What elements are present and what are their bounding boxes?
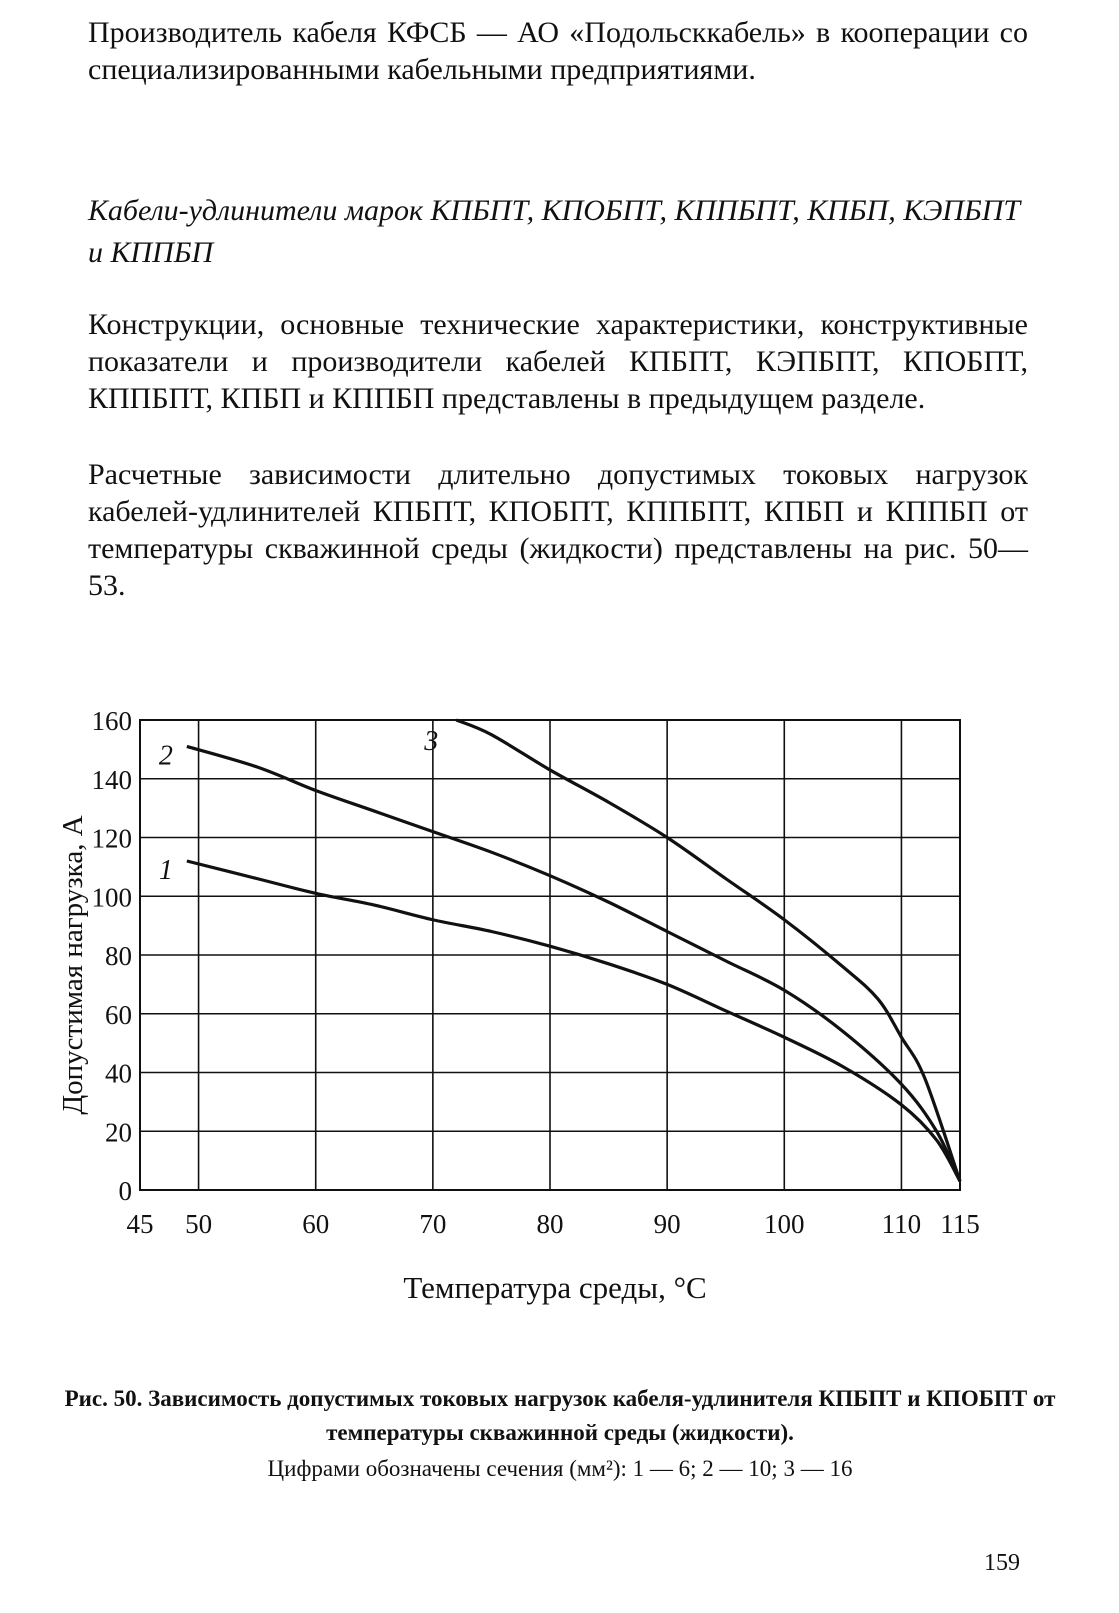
figure-caption-note: Цифрами обозначены сечения (мм²): 1 — 6; 2 — 10; 3 — 16: [267, 1456, 853, 1481]
y-tick-label: 140: [91, 764, 132, 795]
series-1-line: [187, 861, 960, 1181]
x-tick-label: 115: [940, 1209, 980, 1239]
y-tick-label: 120: [91, 823, 132, 854]
y-tick-label: 20: [105, 1117, 132, 1148]
paragraph-calculations: Расчетные зависимости длительно допустимых токовых нагрузок кабелей-удлинителей КПБПТ, КПОБПТ, КППБПТ, КПБП и КППБП от температуры скважинной среды (жидкости) представлены на рис. 50—53.: [88, 458, 1028, 602]
series-1-label: 1: [158, 855, 173, 886]
x-tick-label: 70: [419, 1209, 447, 1239]
series-2-line: [187, 746, 960, 1181]
figure-caption: Рис. 50. Зависимость допустимых токовых нагрузок кабеля-удлинителя КПБПТ и КПОБПТ от температуры скважинной среды (жидкости).: [64, 1386, 1056, 1445]
chart-grid: [140, 720, 960, 1190]
y-axis-label: Допустимая нагрузка, А: [57, 815, 89, 1115]
y-tick-label: 160: [91, 706, 132, 736]
series-3-label: 3: [424, 726, 439, 757]
section-heading: Кабели-удлинители марок КПБПТ, КПОБПТ, КППБПТ, КПБП, КЭПБПТ и КППБП: [88, 194, 1021, 269]
y-tick-label: 60: [105, 999, 132, 1030]
y-tick-label: 100: [91, 882, 132, 913]
intro-paragraph: Производитель кабеля КФСБ — АО «Подольсккабель» в кооперации со специализированными кабельными предприятиями.: [88, 16, 1028, 86]
x-tick-label: 110: [881, 1209, 922, 1239]
paragraph-constructions: Конструкции, основные технические характеристики, конструктивные показатели и производители кабелей КПБПТ, КЭПБПТ, КПОБПТ, КППБПТ, КПБП и КППБП представлены в предыдущем разделе.: [88, 308, 1028, 415]
series-2-label: 2: [158, 740, 173, 772]
x-tick-label: 60: [302, 1209, 330, 1239]
page-number: 159: [984, 1550, 1020, 1576]
x-tick-label: 100: [764, 1209, 805, 1239]
x-axis-label: Температура среды, °С: [403, 1270, 707, 1305]
x-tick-label: 45: [126, 1209, 154, 1239]
x-tick-label: 80: [536, 1209, 564, 1239]
x-tick-label: 90: [653, 1209, 681, 1239]
x-tick-labels: [127, 1209, 980, 1239]
chart-series: [187, 720, 960, 1181]
y-tick-labels: [92, 706, 133, 1206]
y-tick-label: 40: [105, 1058, 132, 1089]
y-tick-label: 0: [118, 1176, 132, 1206]
x-tick-label: 50: [185, 1209, 213, 1239]
y-tick-label: 80: [105, 941, 132, 971]
